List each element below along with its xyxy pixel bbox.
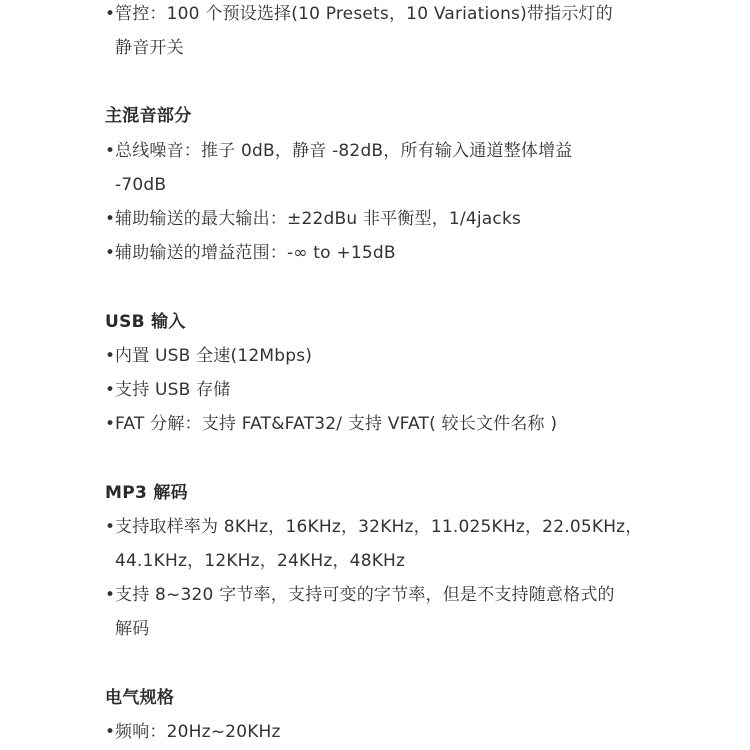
bullet: • [105,722,116,742]
list-item-text: 频响：20Hz~20KHz [115,722,281,742]
list-item-text: -70dB [115,175,167,195]
bullet: • [105,243,116,263]
section-heading-electrical: 电气规格 [105,688,175,708]
list-item-text: 管控：100 个预设选择(10 Presets，10 Variations)带指示灯的 [115,4,613,24]
list-item-text: 解码 [115,619,150,639]
list-item-text: 辅助输送的最大输出：±22dBu 非平衡型，1/4jacks [115,209,522,229]
list-item-text: 支持 USB 存储 [115,380,231,400]
list-item-text: FAT 分解：支持 FAT&FAT32/ 支持 VFAT( 较长文件名称 ) [115,414,558,434]
section-heading-main-mix: 主混音部分 [105,106,192,126]
bullet: • [105,517,116,537]
list-item-text: 支持 8~320 字节率，支持可变的字节率，但是不支持随意格式的 [115,585,615,605]
bullet: • [105,585,116,605]
list-item-text: 内置 USB 全速(12Mbps) [115,346,313,366]
bullet: • [105,209,116,229]
list-item-text: 支持取样率为 8KHz，16KHz，32KHz，11.025KHz，22.05KHz， [115,517,643,537]
list-item-text: 辅助输送的增益范围：-∞ to +15dB [115,243,396,263]
bullet: • [105,4,116,24]
list-item-text: 总线噪音：推子 0dB，静音 -82dB，所有输入通道整体增益 [115,141,573,161]
list-item-text: 44.1KHz，12KHz，24KHz，48KHz [115,551,406,571]
bullet: • [105,414,116,434]
list-item-text: 静音开关 [115,38,184,58]
section-heading-usb: USB 输入 [105,312,186,332]
bullet: • [105,141,116,161]
section-heading-mp3: MP3 解码 [105,483,188,503]
bullet: • [105,380,116,400]
bullet: • [105,346,116,366]
